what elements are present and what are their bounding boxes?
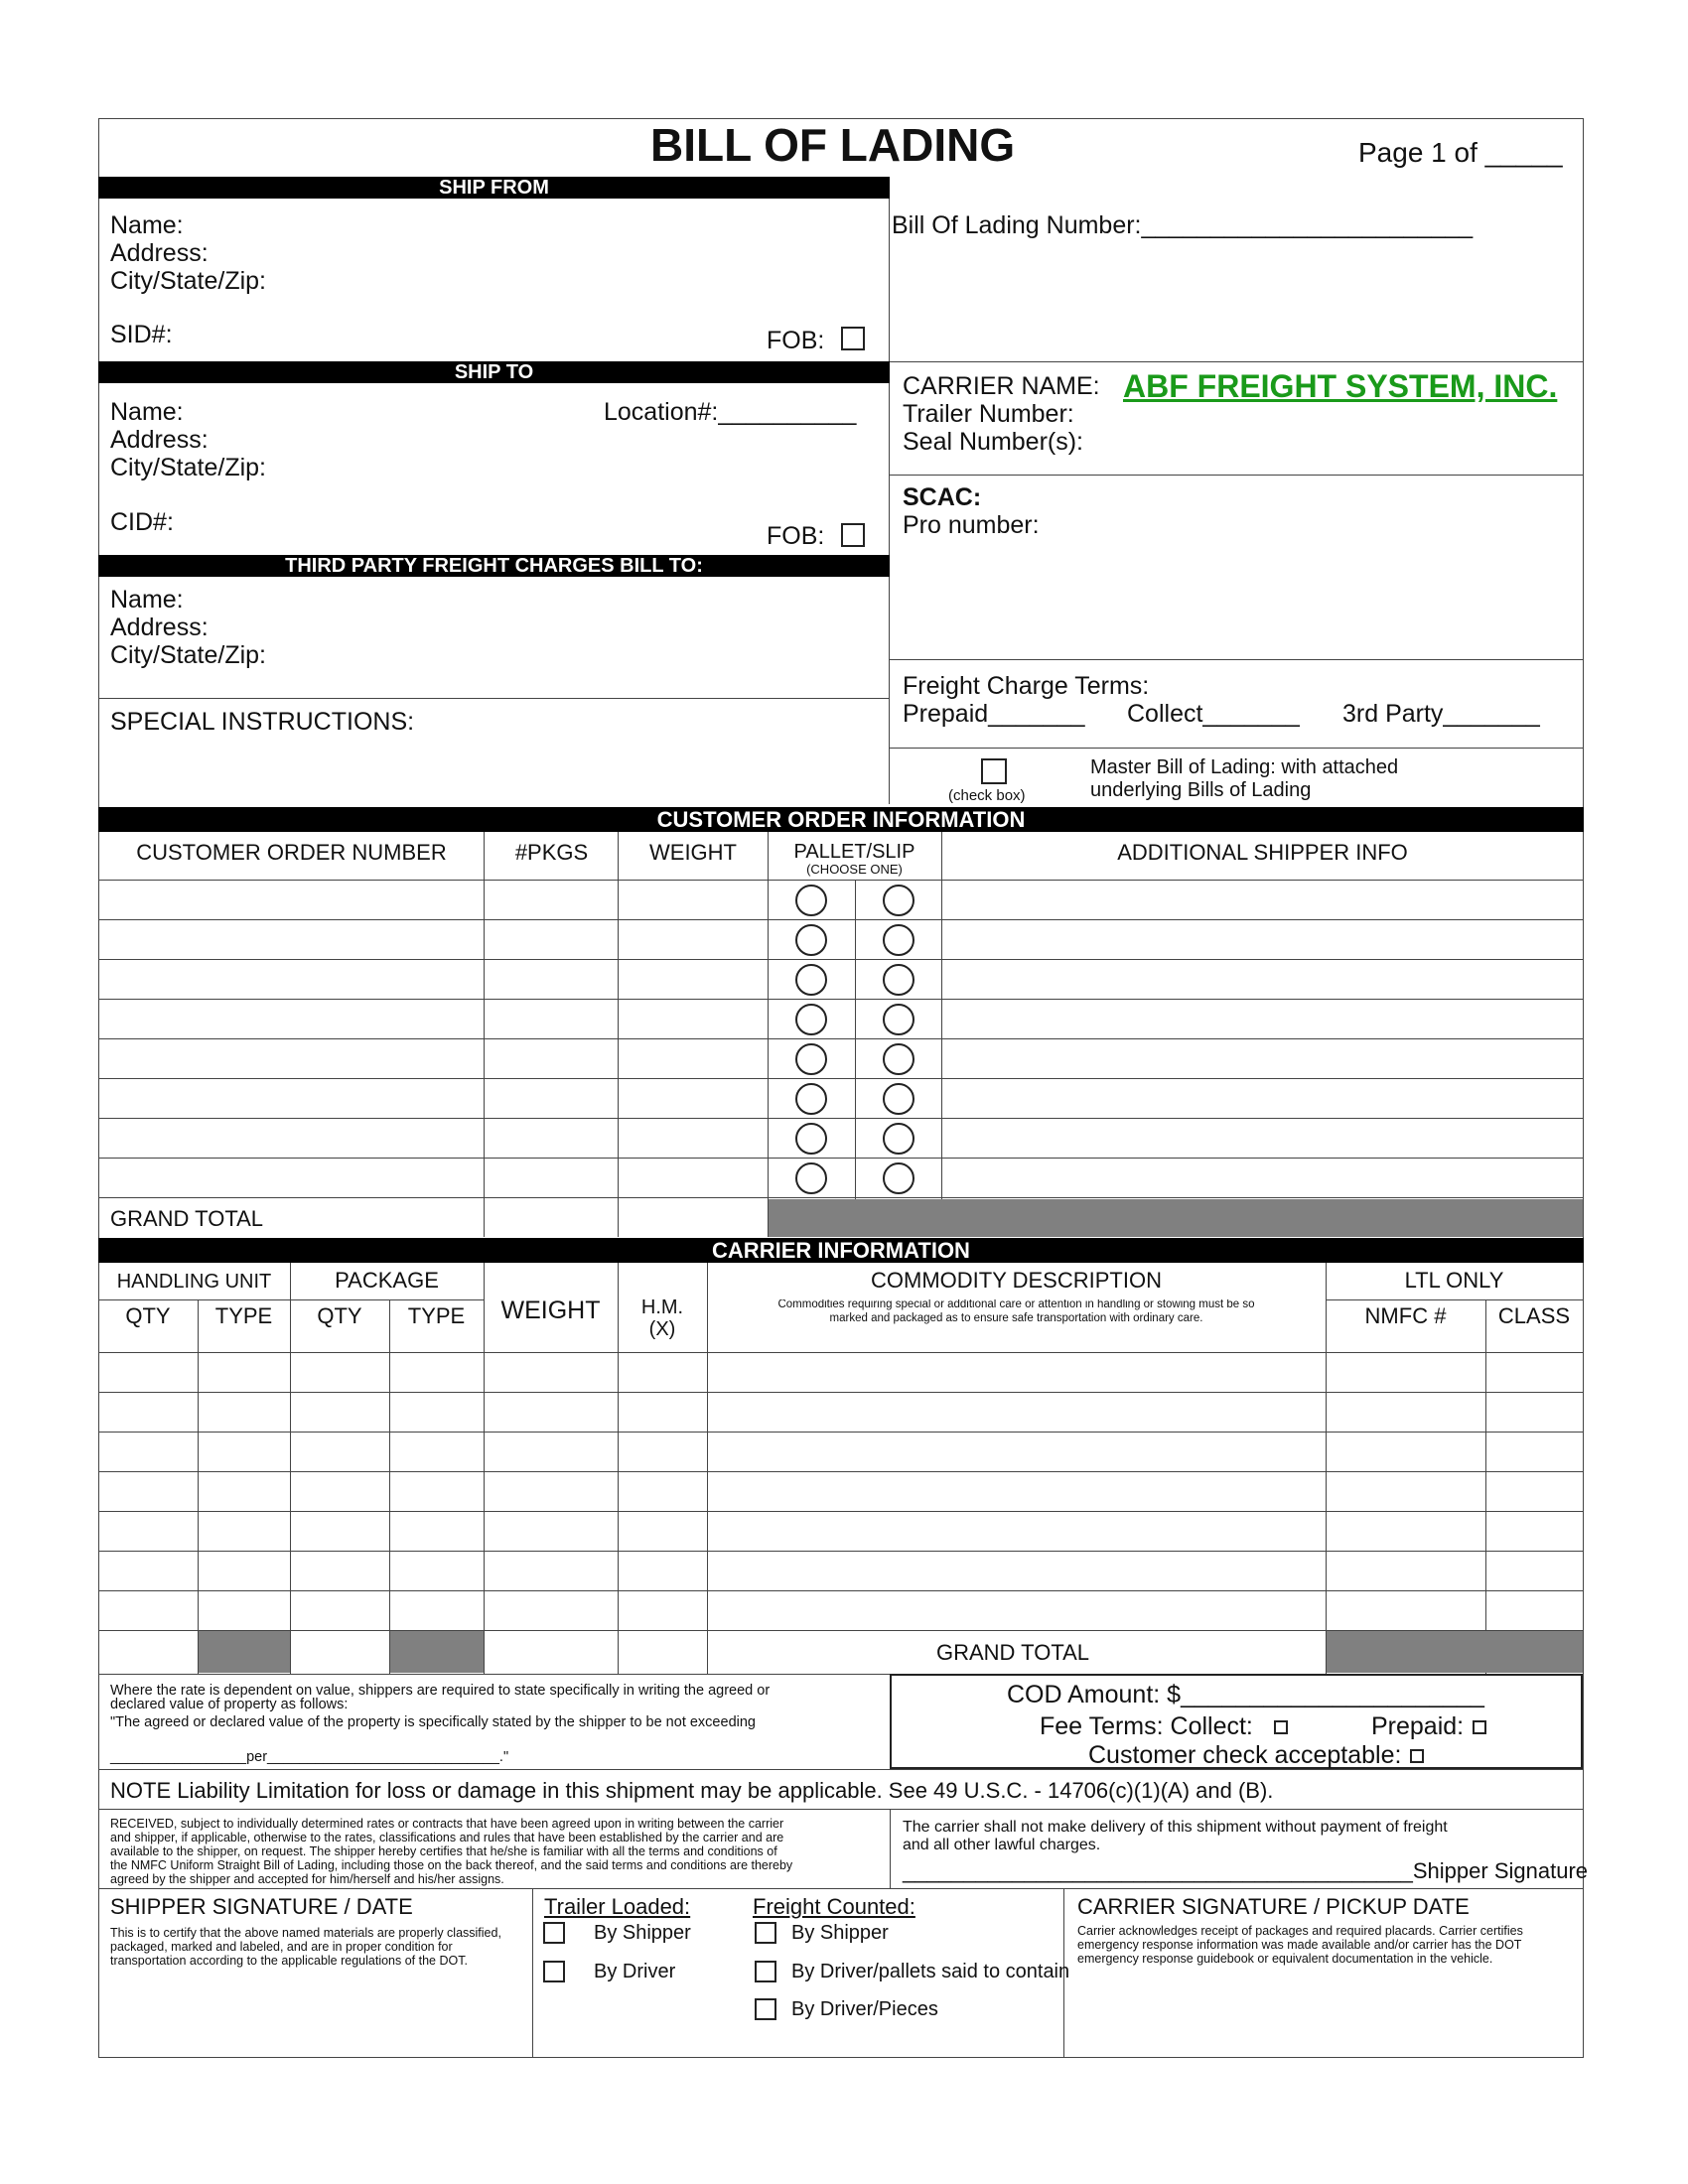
- ship-from-city[interactable]: City/State/Zip:: [110, 267, 266, 295]
- co-row-line: [98, 1038, 1584, 1039]
- carrier-name[interactable]: ABF FREIGHT SYSTEM, INC.: [1123, 368, 1558, 404]
- handling-unit: HANDLING UNIT: [116, 1271, 272, 1293]
- shipper-cert-line-1: This is to certify that the above named materials are properly classified,: [110, 1926, 501, 1940]
- carrier-total-shaded-type2: [390, 1631, 484, 1673]
- ship-to-address[interactable]: Address:: [110, 426, 209, 454]
- commodity-note-1: Commodities requiring special or additional care or attention in handling or stowing must be so: [777, 1299, 1255, 1310]
- counted-by-shipper: By Shipper: [791, 1922, 889, 1944]
- ci-col-line: [618, 1263, 619, 1674]
- carrier-info-bar: CARRIER INFORMATION: [98, 1238, 1584, 1263]
- trailer-number[interactable]: Trailer Number:: [903, 400, 1074, 428]
- ci-row-line: [98, 1352, 1584, 1353]
- ci-sub-line: [1326, 1299, 1583, 1300]
- co-row-line: [98, 1078, 1584, 1079]
- third-party-name[interactable]: Name:: [110, 586, 184, 614]
- shipper-cert-line-2: packaged, marked and labeled, and are in proper condition for: [110, 1940, 453, 1954]
- ci-row-line: [98, 1590, 1584, 1591]
- ship-to-fob-label: FOB:: [767, 522, 825, 550]
- type-package: TYPE: [407, 1303, 466, 1328]
- pallet-slip-radio[interactable]: [883, 964, 914, 996]
- carrier-total-shaded-type1: [199, 1631, 290, 1673]
- co-col-line: [484, 832, 485, 1237]
- ci-col-line: [198, 1299, 199, 1674]
- value-line-3: "The agreed or declared value of the property is specifically stated by the shipper to be not exceeding: [110, 1714, 756, 1730]
- ship-to-city[interactable]: City/State/Zip:: [110, 454, 266, 481]
- master-bol-line2: underlying Bills of Lading: [1090, 779, 1312, 801]
- carrier-grand-total: GRAND TOTAL: [936, 1640, 1090, 1665]
- shipper-signature-date[interactable]: SHIPPER SIGNATURE / DATE: [110, 1894, 413, 1919]
- ship-from-name[interactable]: Name:: [110, 211, 184, 239]
- carrier-total-shaded-ltl: [1327, 1631, 1583, 1673]
- qty-handling: QTY: [125, 1303, 171, 1328]
- customer-check-acceptable: Customer check acceptable:: [1088, 1741, 1402, 1769]
- ci-col-line: [1485, 1299, 1486, 1674]
- co-col-line: [768, 832, 769, 1237]
- counted-by-pieces-checkbox[interactable]: [755, 1998, 776, 2020]
- shipper-signature-line[interactable]: __________________________________________Shipper Signature: [903, 1858, 1589, 1883]
- scac[interactable]: SCAC:: [903, 483, 982, 511]
- trailer-by-driver: By Driver: [594, 1961, 676, 1982]
- qty-package: QTY: [317, 1303, 362, 1328]
- page-number[interactable]: Page 1 of _____: [1358, 137, 1563, 168]
- freight-counted-title: Freight Counted:: [753, 1894, 915, 1919]
- ci-col-line: [290, 1263, 291, 1674]
- delivery-line-2: and all other lawful charges.: [903, 1837, 1101, 1853]
- counted-by-pallets-checkbox[interactable]: [755, 1961, 776, 1982]
- package: PACKAGE: [335, 1268, 439, 1293]
- ship-from-sid[interactable]: SID#:: [110, 321, 173, 348]
- ci-row-line: [98, 1471, 1584, 1472]
- ship-to-cid[interactable]: CID#:: [110, 508, 174, 536]
- ci-col-line: [389, 1299, 390, 1674]
- special-instructions[interactable]: SPECIAL INSTRUCTIONS:: [110, 708, 415, 736]
- type-handling: TYPE: [214, 1303, 273, 1328]
- class: CLASS: [1497, 1303, 1571, 1328]
- co-col-line: [618, 832, 619, 1237]
- col-weight: WEIGHT: [649, 840, 737, 865]
- ship-to-bar: SHIP TO: [98, 361, 890, 383]
- pallet-slip-radio[interactable]: [883, 1162, 914, 1194]
- col-pkgs: #PKGS: [514, 840, 589, 865]
- co-row-line: [98, 959, 1584, 960]
- master-bol-line1: Master Bill of Lading: with attached: [1090, 756, 1399, 778]
- ship-to-location[interactable]: Location#:__________: [604, 398, 857, 426]
- hm-header: H.M.: [640, 1297, 684, 1318]
- trailer-by-shipper: By Shipper: [594, 1922, 691, 1944]
- pallet-slip-radio[interactable]: [883, 885, 914, 916]
- freight-terms-3rd-party[interactable]: 3rd Party_______: [1342, 700, 1540, 728]
- page-title: BILL OF LADING: [650, 119, 1016, 171]
- ci-row-line: [98, 1432, 1584, 1433]
- ci-row-line: [98, 1551, 1584, 1552]
- ship-to-name[interactable]: Name:: [110, 398, 184, 426]
- ci-col-line: [484, 1263, 485, 1674]
- col-pallet-slip: PALLET/SLIP: [793, 841, 915, 863]
- value-line-1: Where the rate is dependent on value, shippers are required to state specifically in writing the agreed or: [110, 1683, 771, 1699]
- carrier-name-label: CARRIER NAME:: [903, 372, 1100, 400]
- ci-sub-line: [290, 1299, 484, 1300]
- co-col-line: [941, 832, 942, 1199]
- liability-note: NOTE Liability Limitation for loss or damage in this shipment may be applicable. See 49 U.S.C. - 14706(c)(1)(A) and (B).: [110, 1778, 1274, 1803]
- co-row-line: [98, 919, 1584, 920]
- third-party-bar: THIRD PARTY FREIGHT CHARGES BILL TO:: [98, 555, 890, 577]
- hm-x-header: (X): [648, 1318, 676, 1340]
- weight-header: WEIGHT: [500, 1297, 601, 1324]
- cod-amount[interactable]: COD Amount: $______________________: [1007, 1681, 1484, 1708]
- trailer-by-driver-checkbox[interactable]: [543, 1961, 565, 1982]
- third-party-city[interactable]: City/State/Zip:: [110, 641, 266, 669]
- pallet-slip-radio[interactable]: [883, 1043, 914, 1075]
- customer-order-grand-total: GRAND TOTAL: [110, 1206, 264, 1231]
- co-row-line: [98, 999, 1584, 1000]
- co-row-line: [98, 1158, 1584, 1159]
- delivery-line-1: The carrier shall not make delivery of this shipment without payment of freight: [903, 1819, 1448, 1836]
- bol-number[interactable]: Bill Of Lading Number:________________________: [892, 211, 1474, 239]
- ci-row-line: [98, 1511, 1584, 1512]
- value-line-2: declared value of property as follows:: [110, 1697, 349, 1712]
- commodity-note-2: marked and packaged as to ensure safe transportation with ordinary care.: [829, 1312, 1203, 1324]
- col-customer-order-number: CUSTOMER ORDER NUMBER: [136, 840, 447, 865]
- pallet-slip-radio[interactable]: [883, 924, 914, 956]
- trailer-by-shipper-checkbox[interactable]: [543, 1922, 565, 1944]
- grand-total-shaded: [769, 1199, 1583, 1237]
- freight-terms-prepaid[interactable]: Prepaid_______: [903, 700, 1085, 728]
- nmfc: NMFC #: [1364, 1303, 1447, 1328]
- check-box-label: (check box): [948, 787, 1026, 804]
- col-choose-one: (CHOOSE ONE): [806, 862, 903, 877]
- value-line-4[interactable]: _________________per_____________________________.": [110, 1749, 509, 1765]
- carrier-cert-line-3: emergency response guidebook or equivalent documentation in the vehicle.: [1077, 1952, 1493, 1966]
- ci-row-line: [98, 1392, 1584, 1393]
- pallet-slip-radio[interactable]: [795, 1123, 827, 1155]
- trailer-loaded-title: Trailer Loaded:: [544, 1894, 691, 1919]
- co-header-line: [98, 880, 1584, 881]
- customer-check-checkbox[interactable]: [1410, 1749, 1424, 1763]
- counted-by-shipper-checkbox[interactable]: [755, 1922, 776, 1944]
- fee-terms-collect: Fee Terms: Collect:: [1040, 1712, 1253, 1740]
- ci-col-line: [707, 1263, 708, 1674]
- fee-collect-checkbox[interactable]: [1274, 1720, 1288, 1734]
- pallet-slip-radio[interactable]: [795, 964, 827, 996]
- co-row-line: [98, 1118, 1584, 1119]
- pro-number[interactable]: Pro number:: [903, 511, 1040, 539]
- ship-from-fob-label: FOB:: [767, 327, 825, 354]
- fee-prepaid-checkbox[interactable]: [1473, 1720, 1486, 1734]
- commodity-description: COMMODITY DESCRIPTION: [871, 1268, 1162, 1293]
- pallet-slip-radio[interactable]: [795, 1083, 827, 1115]
- ci-col-line: [1326, 1263, 1327, 1674]
- counted-by-pieces: By Driver/Pieces: [791, 1998, 938, 2020]
- pallet-slip-radio[interactable]: [795, 1043, 827, 1075]
- shipper-cert-line-3: transportation according to the applicable regulations of the DOT.: [110, 1954, 468, 1968]
- pallet-slip-radio[interactable]: [883, 1083, 914, 1115]
- co-row-line: [98, 1197, 1584, 1198]
- seal-number[interactable]: Seal Number(s):: [903, 428, 1083, 456]
- freight-terms-title: Freight Charge Terms:: [903, 672, 1150, 700]
- pallet-slip-radio[interactable]: [795, 1162, 827, 1194]
- customer-order-bar: CUSTOMER ORDER INFORMATION: [98, 807, 1584, 832]
- fee-terms-prepaid: Prepaid:: [1371, 1712, 1465, 1740]
- pallet-slip-radio[interactable]: [795, 1004, 827, 1035]
- carrier-cert-line-1: Carrier acknowledges receipt of packages and required placards. Carrier certifies: [1077, 1924, 1523, 1938]
- co-col-line: [855, 880, 856, 1199]
- master-bol-checkbox[interactable]: [981, 758, 1007, 784]
- pallet-slip-radio[interactable]: [795, 924, 827, 956]
- counted-by-pallets: By Driver/pallets said to contain: [791, 1961, 1070, 1982]
- ci-sub-line: [98, 1299, 290, 1300]
- ltl-only: LTL ONLY: [1404, 1268, 1504, 1293]
- freight-terms-collect[interactable]: Collect_______: [1127, 700, 1300, 728]
- ship-from-bar: SHIP FROM: [98, 177, 890, 199]
- ship-to-fob-checkbox[interactable]: [841, 523, 865, 547]
- pallet-slip-radio[interactable]: [883, 1123, 914, 1155]
- carrier-cert-line-2: emergency response information was made available and/or carrier has the DOT: [1077, 1938, 1522, 1952]
- ship-from-address[interactable]: Address:: [110, 239, 209, 267]
- col-additional-shipper-info: ADDITIONAL SHIPPER INFO: [1117, 840, 1408, 865]
- pallet-slip-radio[interactable]: [795, 885, 827, 916]
- third-party-address[interactable]: Address:: [110, 614, 209, 641]
- ship-from-fob-checkbox[interactable]: [841, 327, 865, 350]
- pallet-slip-radio[interactable]: [883, 1004, 914, 1035]
- carrier-signature-pickup-date[interactable]: CARRIER SIGNATURE / PICKUP DATE: [1077, 1894, 1470, 1919]
